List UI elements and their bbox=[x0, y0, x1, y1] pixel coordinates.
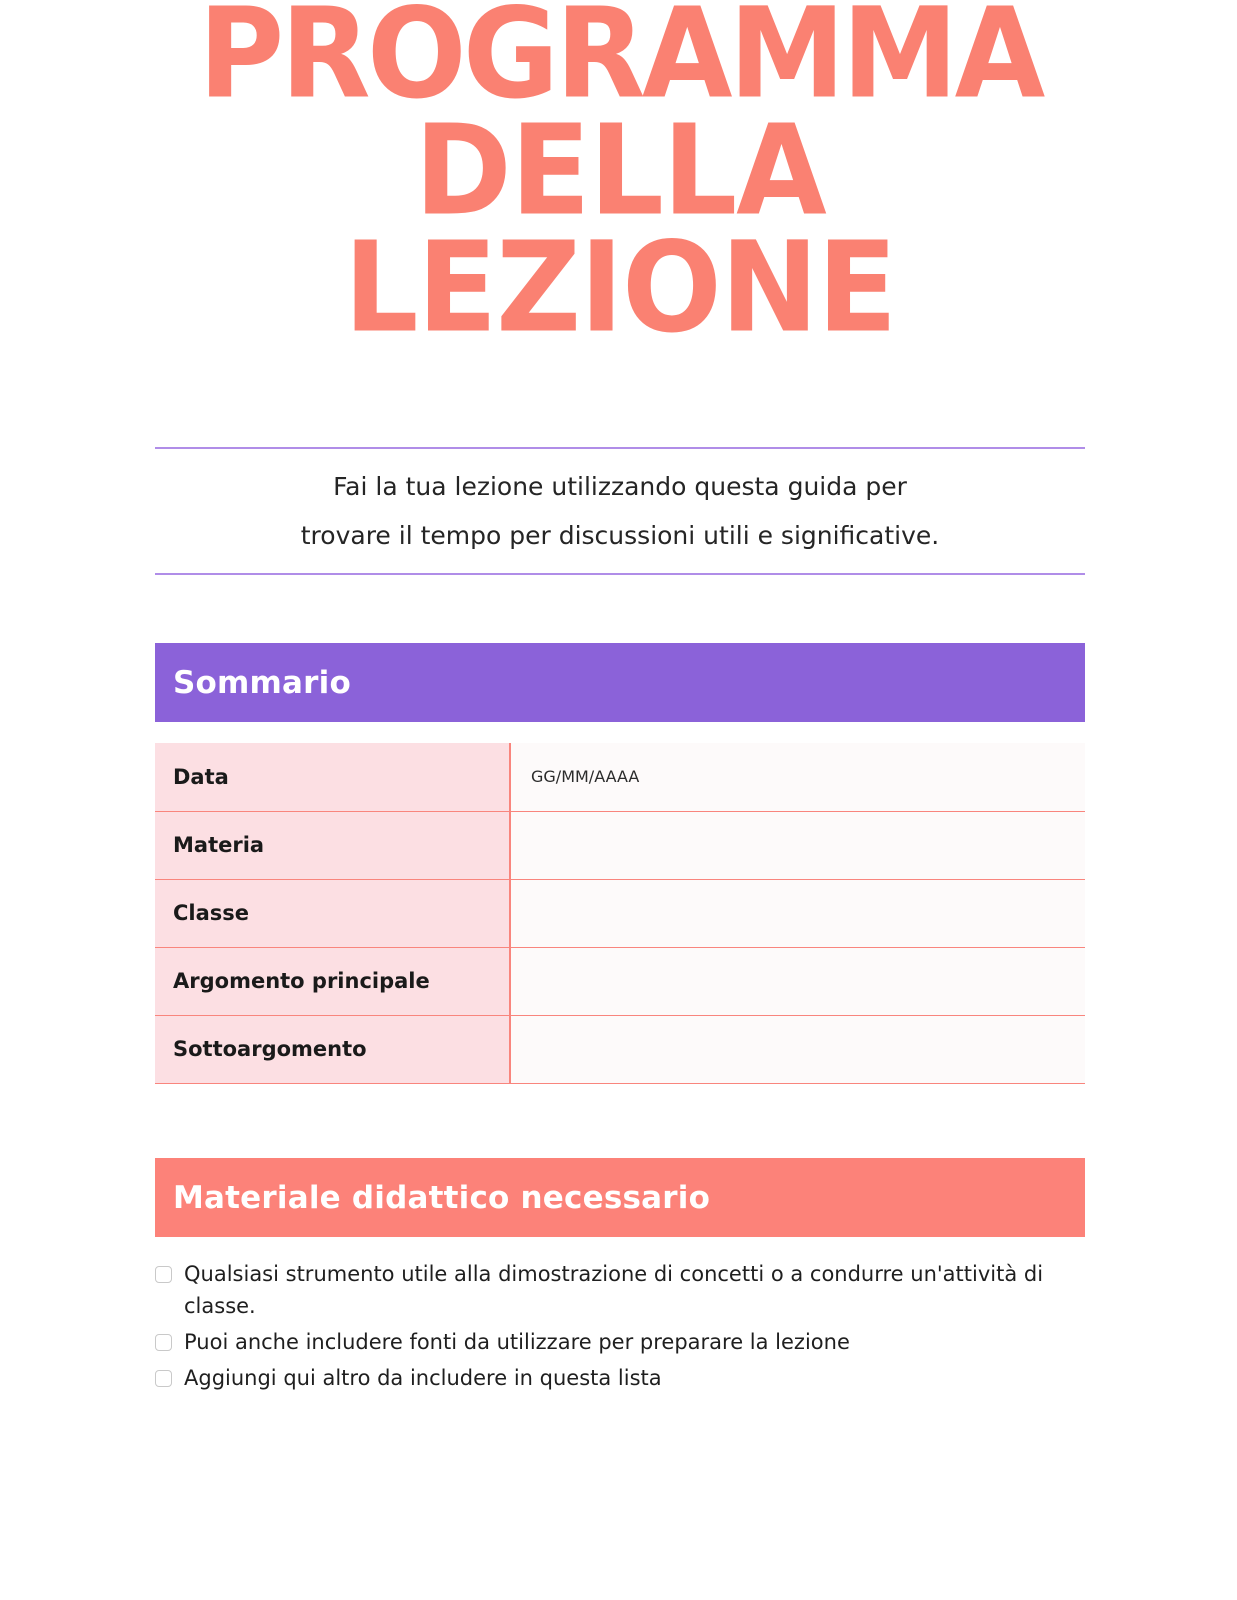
subtitle-line-1: Fai la tua lezione utilizzando questa guida per bbox=[333, 472, 907, 501]
row-label-sottoargomento: Sottoargomento bbox=[155, 1015, 510, 1083]
list-item[interactable] bbox=[155, 1363, 1085, 1395]
title-line-3: LEZIONE bbox=[343, 215, 897, 361]
checkbox-icon[interactable] bbox=[155, 1266, 172, 1283]
row-label-classe: Classe bbox=[155, 879, 510, 947]
checklist-label-1: Qualsiasi strumento utile alla dimostrazione di concetti o a condurre un'attività di classe. bbox=[184, 1262, 1044, 1318]
summary-table bbox=[155, 743, 1085, 1084]
row-label-materia: Materia bbox=[155, 811, 510, 879]
checklist-label-3: Aggiungi qui altro da includere in questa lista bbox=[184, 1365, 662, 1390]
table-row bbox=[155, 879, 1085, 947]
divider-bottom bbox=[155, 573, 1085, 575]
materials-checklist bbox=[155, 1259, 1085, 1395]
section-materials bbox=[155, 1158, 1085, 1411]
checklist-label-2: Puoi anche includere fonti da utilizzare per preparare la lezione bbox=[184, 1329, 850, 1354]
row-label-argomento-principale: Argomento principale bbox=[155, 947, 510, 1015]
materials-heading: Materiale didattico necessario bbox=[155, 1158, 1085, 1237]
row-value-materia[interactable] bbox=[510, 811, 1085, 879]
title-line-1: PROGRAMMA bbox=[198, 0, 1042, 127]
table-row bbox=[155, 1015, 1085, 1083]
table-row bbox=[155, 811, 1085, 879]
title-line-2: DELLA bbox=[414, 98, 826, 244]
row-value-data[interactable]: GG/MM/AAAA bbox=[510, 743, 1085, 811]
subtitle-line-2: trovare il tempo per discussioni utili e significative. bbox=[300, 520, 940, 550]
document-title-block bbox=[155, 0, 1085, 430]
summary-heading: Sommario bbox=[155, 643, 1085, 722]
row-value-argomento-principale[interactable] bbox=[510, 947, 1085, 1015]
list-item[interactable] bbox=[155, 1259, 1085, 1323]
checkbox-icon[interactable] bbox=[155, 1370, 172, 1387]
table-row bbox=[155, 947, 1085, 1015]
list-item[interactable] bbox=[155, 1327, 1085, 1359]
checkbox-icon[interactable] bbox=[155, 1334, 172, 1351]
subtitle-text bbox=[155, 449, 1085, 573]
row-value-classe[interactable] bbox=[510, 879, 1085, 947]
table-row bbox=[155, 743, 1085, 811]
subtitle-block bbox=[155, 447, 1085, 575]
section-summary bbox=[155, 643, 1085, 1084]
row-label-data: Data bbox=[155, 743, 510, 811]
row-value-sottoargomento[interactable] bbox=[510, 1015, 1085, 1083]
page-title bbox=[155, 0, 1085, 361]
